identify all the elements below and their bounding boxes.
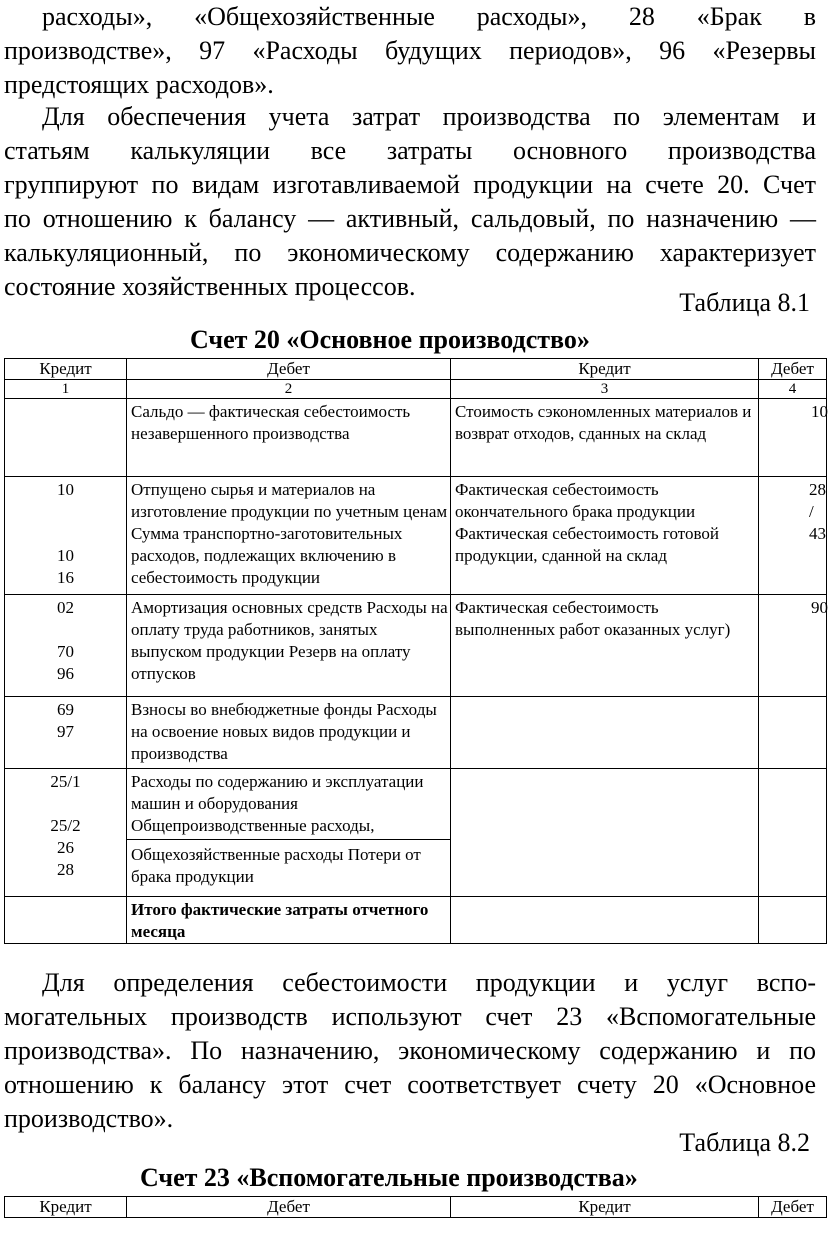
table2-header-row xyxy=(5,1197,827,1218)
table-row xyxy=(5,595,827,697)
row3-right: 90 xyxy=(759,595,827,697)
row4-credit xyxy=(451,697,759,769)
table-row xyxy=(5,897,827,944)
table1-header-debit-left: Дебет xyxy=(127,359,451,380)
row5-debit-extra: Общехозяйственные расходы Потери от брака продукции xyxy=(127,839,450,888)
row1-right: 10 xyxy=(759,399,827,477)
row6-right xyxy=(759,897,827,944)
table1-label: Таблица 8.1 xyxy=(679,288,810,317)
row2-codes: 10 10 16 xyxy=(5,477,127,595)
table2-header-debit-left: Дебет xyxy=(127,1197,451,1218)
intro-line-1: расходы», «Общехозяйственные расходы», 28 «Брак в xyxy=(42,2,816,31)
row1-codes xyxy=(5,399,127,477)
table-row xyxy=(5,399,827,477)
row3-debit: Амортизация основных средств Расходы на оплату труда работников, занятых выпуском продукции Резерв на оплату отпусков xyxy=(127,595,451,697)
table1-header-debit-right: Дебет xyxy=(759,359,827,380)
table1-header-row xyxy=(5,359,827,380)
para2-line-2: могательных производств используют счет 23 «Вспомогательные xyxy=(4,1002,816,1031)
row3-credit: Фактическая себестоимость выполненных работ оказанных услуг) xyxy=(451,595,759,697)
para2-line-5: производство». xyxy=(4,1104,174,1133)
table1-col-number-1: 1 xyxy=(5,380,127,399)
table2-title: Счет 23 «Вспомогательные производства» xyxy=(140,1163,638,1192)
para1-line-6: состояние хозяйственных процессов. xyxy=(4,272,416,301)
paragraph-1 xyxy=(4,100,816,304)
para2-line-3: производства». По назначению, экономическому содержанию и по xyxy=(4,1036,816,1065)
table1-header-credit-left: Кредит xyxy=(5,359,127,380)
table2-header-debit-right: Дебет xyxy=(759,1197,827,1218)
row4-codes: 69 97 xyxy=(5,697,127,769)
row2-credit: Фактическая себестоимость окончательного брака продукции Фактическая себестоимость готовой продукции, сданной на склад xyxy=(451,477,759,595)
table-row xyxy=(5,769,827,897)
row2-debit: Отпущено сырья и материалов на изготовление продукции по учетным ценам Сумма транспортно-заготовительных расходов, подлежащих включению в себестоимость продукции xyxy=(127,477,451,595)
row6-codes xyxy=(5,897,127,944)
row5-debit: Расходы по содержанию и эксплуатации машин и оборудования Общепроизводственные расходы, Общехозяйственные расходы Потери от брака продукции xyxy=(127,769,451,897)
table1-col-number-2: 2 xyxy=(127,380,451,399)
intro-line-3: предстоящих расходов». xyxy=(4,70,274,99)
table2-header-credit-left: Кредит xyxy=(5,1197,127,1218)
row5-codes: 25/1 25/2 26 28 xyxy=(5,769,127,897)
para1-line-3: группируют по видам изготавливаемой продукции на счете 20. Счет xyxy=(4,170,816,199)
table2-label: Таблица 8.2 xyxy=(679,1128,810,1157)
row6-credit xyxy=(451,897,759,944)
row1-debit: Сальдо — фактическая себестоимость незавершенного производства xyxy=(127,399,451,477)
para2-line-4: отношению к балансу этот счет соответствует счету 20 «Основное xyxy=(4,1070,816,1099)
table2-header-credit-right: Кредит xyxy=(451,1197,759,1218)
table1-header-credit-right: Кредит xyxy=(451,359,759,380)
para1-line-1: Для обеспечения учета затрат производства по элементам и xyxy=(42,102,816,131)
table1-number-row xyxy=(5,380,827,399)
table1-col-number-4: 4 xyxy=(759,380,827,399)
row5-credit xyxy=(451,769,759,897)
para1-line-5: калькуляционный, по экономическому содержанию характеризует xyxy=(4,238,816,267)
table-row xyxy=(5,477,827,595)
table1-col-number-3: 3 xyxy=(451,380,759,399)
paragraph-2 xyxy=(4,966,816,1136)
para1-line-4: по отношению к балансу — активный, сальдовый, по назначению — xyxy=(4,204,816,233)
row5-right xyxy=(759,769,827,897)
intro-line-2: производстве», 97 «Расходы будущих периодов», 96 «Резервы xyxy=(4,36,816,65)
row4-debit: Взносы во внебюджетные фонды Расходы на освоение новых видов продукции и производства xyxy=(127,697,451,769)
table-row xyxy=(5,697,827,769)
para1-line-2: статьям калькуляции все затраты основного производства xyxy=(4,136,816,165)
para2-line-1: Для определения себестоимости продукции и услуг вспо- xyxy=(42,968,816,997)
table1-title: Счет 20 «Основное производство» xyxy=(190,325,590,354)
row3-codes: 02 70 96 xyxy=(5,595,127,697)
intro-paragraph xyxy=(4,0,816,102)
table2 xyxy=(4,1196,827,1218)
table1 xyxy=(4,358,827,944)
row4-right xyxy=(759,697,827,769)
row1-credit: Стоимость сэкономленных материалов и возврат отходов, сданных на склад xyxy=(451,399,759,477)
row6-debit: Итого фактические затраты отчетного месяца xyxy=(127,897,451,944)
row2-right: 28 / 43 xyxy=(759,477,827,595)
